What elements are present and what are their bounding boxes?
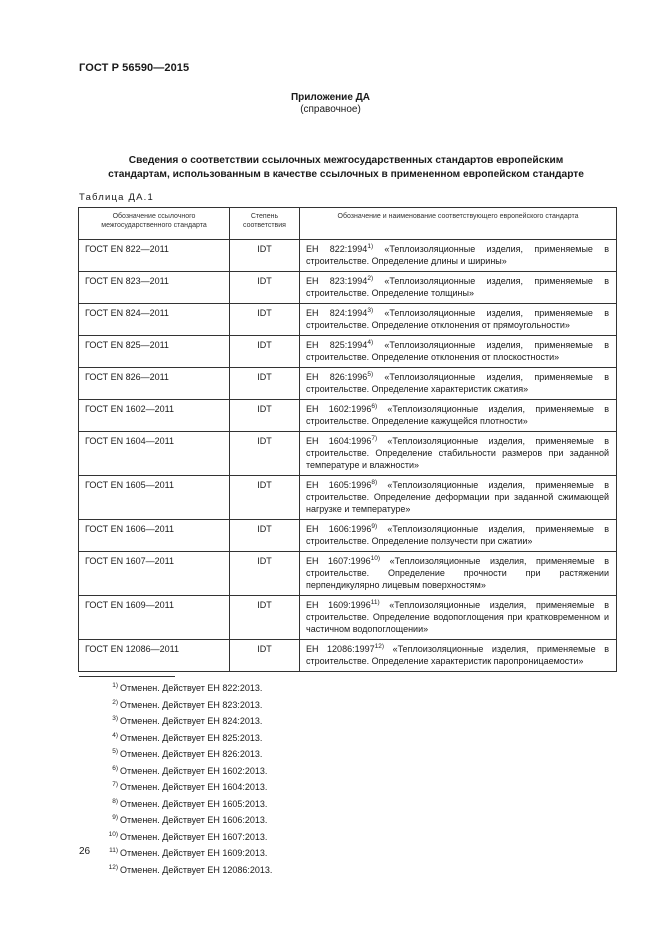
footnote-ref: 8): [371, 479, 378, 486]
degree-cell: IDT: [230, 240, 300, 272]
standard-code-cell: ГОСТ EN 823—2011: [79, 272, 230, 304]
footnote-divider: [79, 676, 175, 677]
footnote-mark: 1): [112, 682, 118, 689]
european-standard-cell: [300, 336, 617, 368]
footnote-text: Отменен. Действует ЕН 1605:2013.: [120, 798, 268, 809]
en-designation: ЕН 1609:1996: [306, 600, 371, 610]
degree-cell: IDT: [230, 400, 300, 432]
en-designation: ЕН 1607:1996: [306, 556, 371, 566]
en-title: «Теплоизоляционные изделия, применяемые в строительстве. Определение деформации при заданной сжимающей нагрузке и температуре»: [306, 480, 609, 514]
table-row: [79, 336, 617, 368]
footnotes-list: [104, 679, 272, 877]
en-designation: ЕН 826:1996: [306, 372, 368, 382]
en-designation: ЕН 823:1994: [306, 276, 368, 286]
footnote-item: [104, 712, 272, 729]
degree-cell: IDT: [230, 272, 300, 304]
en-designation: ЕН 1604:1996: [306, 436, 372, 446]
table-row: [79, 368, 617, 400]
footnote-mark: 4): [112, 731, 118, 739]
table-row: [79, 400, 617, 432]
en-title: «Теплоизоляционные изделия, применяемые в строительстве. Определение ползучести при сжатии»: [306, 524, 609, 546]
en-title: «Теплоизоляционные изделия, применяемые в строительстве. Определение прочности при растяжении перпендикулярно лицевым поверхностям»: [306, 556, 609, 590]
footnote-ref: 4): [367, 339, 374, 346]
annex-title: Приложение ДА: [290, 92, 371, 103]
footnote-ref: 2): [367, 275, 374, 282]
footnote-item: [104, 811, 272, 828]
footnote-ref: 5): [367, 371, 374, 378]
footnote-text: Отменен. Действует ЕН 1606:2013.: [120, 815, 268, 825]
footnote-mark: 8): [112, 797, 118, 805]
footnote-item: [104, 828, 272, 845]
en-designation: ЕН 825:1994: [306, 340, 368, 350]
footnote-ref: 1): [367, 243, 374, 250]
european-standard-cell: [300, 368, 617, 400]
degree-cell: IDT: [230, 640, 300, 672]
en-designation: ЕН 1602:1996: [306, 404, 372, 414]
footnote-mark: 10): [108, 830, 118, 838]
en-title: «Теплоизоляционные изделия, применяемые в строительстве. Определение характеристик сжатия»: [306, 372, 609, 394]
table-row: [79, 476, 617, 520]
en-title: «Теплоизоляционные изделия, применяемые в строительстве. Определение толщины»: [306, 276, 609, 298]
en-title: «Теплоизоляционные изделия, применяемые в строительстве. Определение отклонения от плоскостности»: [306, 340, 609, 362]
footnote-item: [104, 778, 272, 795]
column-header-code: Обозначение ссылочного межгосударственного стандарта: [79, 208, 230, 240]
footnote-text: Отменен. Действует ЕН 1609:2013.: [120, 848, 268, 858]
footnote-text: Отменен. Действует ЕН 825:2013.: [120, 732, 263, 743]
footnote-item: [104, 844, 272, 861]
column-header-degree: Степень соответствия: [230, 208, 300, 240]
section-heading-line-1: Сведения о соответствии ссылочных межгосударственных стандартов европейским: [128, 155, 564, 166]
degree-cell: IDT: [230, 552, 300, 596]
footnote-item: [104, 729, 272, 746]
footnote-ref: 11): [370, 599, 380, 606]
degree-cell: IDT: [230, 476, 300, 520]
en-title: «Теплоизоляционные изделия, применяемые в строительстве. Определение стабильности размеров при заданной температуре и влажности»: [306, 436, 609, 470]
table-row: [79, 520, 617, 552]
degree-cell: IDT: [230, 596, 300, 640]
standard-code-cell: ГОСТ EN 826—2011: [79, 368, 230, 400]
section-heading-line-2: стандартам, использованным в качестве ссылочных в примененном европейском стандарте: [108, 169, 584, 180]
table-header-row: [79, 208, 617, 240]
european-standard-cell: [300, 640, 617, 672]
document-code: ГОСТ Р 56590—2015: [79, 62, 190, 74]
degree-cell: IDT: [230, 336, 300, 368]
footnote-ref: 9): [371, 523, 378, 530]
table-row: [79, 304, 617, 336]
en-title: «Теплоизоляционные изделия, применяемые в строительстве. Определение кажущейся плотности»: [306, 404, 609, 426]
table-row: [79, 432, 617, 476]
footnote-text: Отменен. Действует ЕН 822:2013.: [120, 683, 263, 693]
en-title: «Теплоизоляционные изделия, применяемые в строительстве. Определение отклонения от прямоугольности»: [306, 308, 609, 330]
footnote-item: [104, 795, 272, 812]
footnote-item: [104, 679, 272, 696]
footnote-ref: 7): [371, 435, 378, 442]
table-row: [79, 240, 617, 272]
en-designation: ЕН 12086:1997: [306, 644, 375, 654]
standard-code-cell: ГОСТ EN 825—2011: [79, 336, 230, 368]
european-standard-cell: [300, 596, 617, 640]
degree-cell: IDT: [230, 304, 300, 336]
standard-code-cell: ГОСТ EN 1605—2011: [79, 476, 230, 520]
european-standard-cell: [300, 240, 617, 272]
en-title: «Теплоизоляционные изделия, применяемые в строительстве. Определение характеристик паропроницаемости»: [306, 644, 609, 666]
table-row: [79, 640, 617, 672]
standard-code-cell: ГОСТ EN 824—2011: [79, 304, 230, 336]
footnote-text: Отменен. Действует ЕН 826:2013.: [120, 749, 263, 759]
standard-code-cell: ГОСТ EN 1602—2011: [79, 400, 230, 432]
footnote-mark: 2): [112, 698, 118, 706]
table-row: [79, 272, 617, 304]
european-standard-cell: [300, 476, 617, 520]
en-title: «Теплоизоляционные изделия, применяемые в строительстве. Определение водопоглощения при кратковременном и частичном водопоглощении»: [306, 600, 609, 634]
en-designation: ЕН 822:1994: [306, 244, 368, 254]
footnote-item: [104, 762, 272, 779]
en-designation: ЕН 1605:1996: [306, 480, 372, 490]
annex-subtitle: (справочное): [300, 104, 361, 115]
standard-code-cell: ГОСТ EN 12086—2011: [79, 640, 230, 672]
european-standard-cell: [300, 272, 617, 304]
footnote-text: Отменен. Действует ЕН 1602:2013.: [120, 765, 268, 776]
footnote-mark: 7): [112, 781, 118, 788]
footnote-ref: 10): [370, 555, 381, 562]
table-row: [79, 596, 617, 640]
en-designation: ЕН 824:1994: [306, 308, 368, 318]
annex-title-block: [0, 92, 661, 116]
degree-cell: IDT: [230, 368, 300, 400]
table-row: [79, 552, 617, 596]
table-label: Таблица ДА.1: [79, 192, 154, 203]
footnote-mark: 5): [112, 748, 118, 755]
footnote-ref: 3): [367, 307, 374, 314]
footnote-ref: 6): [371, 403, 378, 410]
footnote-text: Отменен. Действует ЕН 1604:2013.: [120, 782, 268, 792]
standard-code-cell: ГОСТ EN 1609—2011: [79, 596, 230, 640]
footnote-text: Отменен. Действует ЕН 1607:2013.: [120, 831, 268, 842]
footnote-item: [104, 745, 272, 762]
standard-code-cell: ГОСТ EN 1604—2011: [79, 432, 230, 476]
en-designation: ЕН 1606:1996: [306, 524, 372, 534]
footnote-mark: 9): [112, 814, 118, 821]
footnote-text: Отменен. Действует ЕН 824:2013.: [120, 716, 263, 726]
footnote-mark: 3): [112, 715, 118, 722]
footnote-text: Отменен. Действует ЕН 823:2013.: [120, 699, 263, 710]
european-standard-cell: [300, 400, 617, 432]
en-title: «Теплоизоляционные изделия, применяемые в строительстве. Определение длины и ширины»: [306, 244, 609, 266]
footnote-mark: 12): [108, 863, 118, 871]
footnote-mark: 6): [112, 764, 118, 772]
standard-code-cell: ГОСТ EN 1606—2011: [79, 520, 230, 552]
european-standard-cell: [300, 432, 617, 476]
footnote-text: Отменен. Действует ЕН 12086:2013.: [120, 864, 273, 875]
footnote-item: [104, 696, 272, 713]
column-header-description: Обозначение и наименование соответствующего европейского стандарта: [300, 208, 617, 240]
correspondence-table: [78, 207, 617, 672]
european-standard-cell: [300, 552, 617, 596]
footnote-mark: 11): [109, 847, 118, 854]
degree-cell: IDT: [230, 432, 300, 476]
standard-code-cell: ГОСТ EN 1607—2011: [79, 552, 230, 596]
standard-code-cell: ГОСТ EN 822—2011: [79, 240, 230, 272]
footnote-ref: 12): [374, 643, 385, 650]
degree-cell: IDT: [230, 520, 300, 552]
footnote-item: [104, 861, 272, 878]
page-number: 26: [79, 846, 91, 857]
european-standard-cell: [300, 520, 617, 552]
section-heading: [78, 154, 614, 182]
european-standard-cell: [300, 304, 617, 336]
table-body: [79, 240, 617, 672]
